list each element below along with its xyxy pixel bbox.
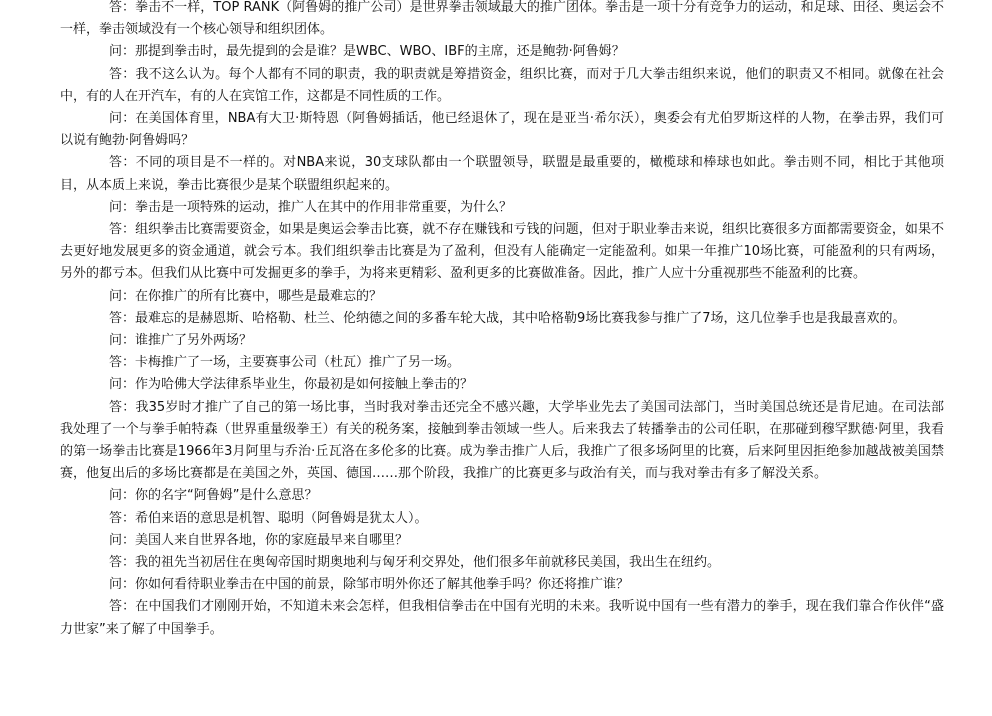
answer-paragraph: 答：希伯来语的意思是机智、聪明（阿鲁姆是犹太人）。 (109, 510, 428, 526)
answer-paragraph: 答：我不这么认为。每个人都有不同的职责，我的职责就是筹措资金，组织比赛，而对于几大拳击组织来说，他们的职责又不相同。就像在社会中，有的人在开汽车，有的人在宾馆工作，这都是不同性质的工作。 (60, 66, 944, 104)
question-paragraph: 问：美国人来自世界各地，你的家庭最早来自哪里？ (109, 532, 409, 548)
answer-paragraph: 答：拳击不一样，TOP RANK（阿鲁姆的推广公司）是世界拳击领域最大的推广团体。拳击是一项十分有竞争力的运动，和足球、田径、奥运会不一样，拳击领域没有一个核心领导和组织团体。 (60, 0, 944, 38)
question-paragraph: 问：那提到拳击时，最先提到的会是谁？是WBC、WBO、IBF的主席，还是鲍勃·阿鲁姆？ (109, 44, 625, 60)
question-paragraph: 问：你的名字“阿鲁姆”是什么意思？ (109, 488, 318, 504)
answer-paragraph: 答：我的祖先当初居住在奥匈帝国时期奥地利与匈牙利交界处，他们很多年前就移民美国，我出生在纽约。 (109, 555, 721, 571)
question-paragraph: 问：你如何看待职业拳击在中国的前景，除邹市明外你还了解其他拳手吗？你还将推广谁？ (109, 577, 630, 593)
answer-paragraph: 答：组织拳击比赛需要资金，如果是奥运会拳击比赛，就不存在赚钱和亏钱的问题，但对于职业拳击来说，组织比赛很多方面都需要资金，如果不去更好地发展更多的资金通道，就会亏本。我们组织拳击比赛是为了盈利，但没有人能确定一定能盈利。如果一年推广10场比赛，可能盈利的只有两场，另外的都亏本。但我们从比赛中可发掘更多的拳手，为将来更精彩、盈利更多的比赛做准备。因此，推广人应十分重视那些不能盈利的比赛。 (60, 222, 944, 282)
question-paragraph: 问：作为哈佛大学法律系毕业生，你最初是如何接触上拳击的？ (109, 377, 474, 393)
answer-paragraph: 答：不同的项目是不一样的。对NBA来说，30支球队都由一个联盟领导，联盟是最重要的，橄榄球和棒球也如此。拳击则不同，相比于其他项目，从本质上来说，拳击比赛很少是某个联盟组织起来的。 (60, 155, 944, 193)
answer-paragraph: 答：在中国我们才刚刚开始，不知道未来会怎样，但我相信拳击在中国有光明的未来。我听说中国有一些有潜力的拳手，现在我们靠合作伙伴“盛力世家”来了解了中国拳手。 (60, 599, 944, 637)
question-paragraph: 问：在你推广的所有比赛中，哪些是最难忘的？ (109, 288, 383, 304)
answer-paragraph: 答：我35岁时才推广了自己的第一场比事，当时我对拳击还完全不感兴趣，大学毕业先去了美国司法部门，当时美国总统还是肯尼迪。在司法部我处理了一个与拳手帕特森（世界重量级拳王）有关的税务案，接触到拳击领域一些人。后来我去了转播拳击的公司任职，在那碰到穆罕默德·阿里，我看的第一场拳击比赛是1966年3月阿里与乔治·丘瓦洛在多伦多的比赛。成为拳击推广人后，我推广了很多场阿里的比赛，后来阿里因拒绝参加越战被美国禁赛，他复出后的多场比赛都是在美国之外，英国、德国……那个阶段，我推广的比赛更多与政治有关，而与我对拳击有多了解没关系。 (60, 399, 944, 482)
question-paragraph: 问：拳击是一项特殊的运动，推广人在其中的作用非常重要，为什么？ (109, 199, 513, 215)
answer-paragraph: 答：卡梅推广了一场，主要赛事公司（杜瓦）推广了另一场。 (109, 355, 461, 371)
interview-text (60, 0, 944, 641)
answer-paragraph: 答：最难忘的是赫恩斯、哈格勒、杜兰、伦纳德之间的多番车轮大战，其中哈格勒9场比赛我参与推广了7场，这几位拳手也是我最喜欢的。 (109, 310, 906, 326)
question-paragraph: 问：在美国体育里，NBA有大卫·斯特恩（阿鲁姆插话，他已经退休了，现在是亚当·希尔沃），奥委会有尤伯罗斯这样的人物，在拳击界，我们可以说有鲍勃·阿鲁姆吗？ (60, 111, 944, 149)
question-paragraph: 问：谁推广了另外两场？ (109, 333, 253, 349)
